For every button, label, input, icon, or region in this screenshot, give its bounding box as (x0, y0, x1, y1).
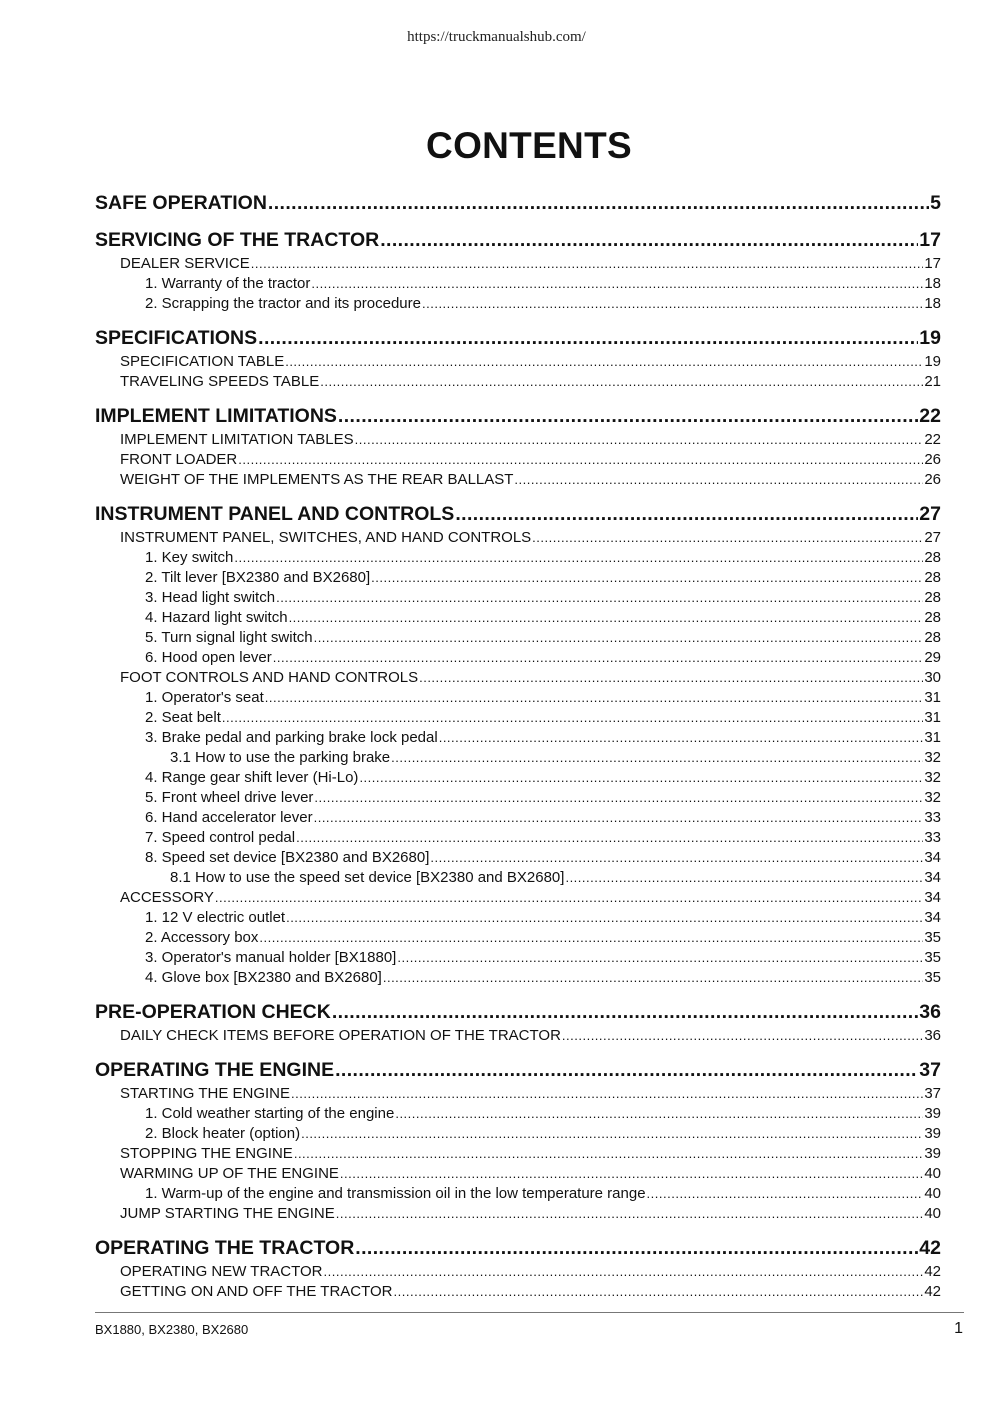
toc-entry-label: STARTING THE ENGINE (120, 1085, 291, 1102)
toc-page-number: 33 (924, 829, 941, 846)
toc-subentry[interactable] (95, 1084, 941, 1104)
toc-page-number: 35 (924, 949, 941, 966)
toc-page-number: 17 (919, 229, 941, 251)
toc-subentry[interactable] (95, 968, 941, 988)
toc-page-number: 34 (924, 869, 941, 886)
toc-page-number: 26 (924, 451, 941, 468)
dot-leader (335, 1057, 918, 1083)
dot-leader (273, 648, 924, 668)
dot-leader (532, 528, 923, 548)
toc-entry-label: 2. Accessory box (145, 929, 259, 946)
dot-leader (301, 1124, 923, 1144)
toc-page-number: 27 (924, 529, 941, 546)
toc-page-number: 27 (919, 503, 941, 525)
dot-leader (251, 254, 924, 274)
toc-chapter-entry[interactable] (95, 227, 941, 253)
dot-leader (324, 1262, 924, 1282)
toc-page-number: 29 (924, 649, 941, 666)
dot-leader (238, 450, 923, 470)
toc-chapter-entry[interactable] (95, 1057, 941, 1083)
toc-page-number: 31 (924, 709, 941, 726)
dot-leader (395, 1104, 923, 1124)
dot-leader (565, 868, 923, 888)
dot-leader (314, 628, 924, 648)
toc-page-number: 35 (924, 929, 941, 946)
toc-page-number: 40 (924, 1205, 941, 1222)
toc-subentry[interactable] (95, 908, 941, 928)
toc-page-number: 32 (924, 789, 941, 806)
toc-subentry[interactable] (95, 1124, 941, 1144)
toc-page-number: 21 (924, 373, 941, 390)
toc-entry-label: 3. Brake pedal and parking brake lock pedal (145, 729, 438, 746)
toc-entry-label: FOOT CONTROLS AND HAND CONTROLS (120, 669, 419, 686)
toc-entry-label: 8. Speed set device [BX2380 and BX2680] (145, 849, 430, 866)
toc-entry-label: 2. Tilt lever [BX2380 and BX2680] (145, 569, 371, 586)
toc-subentry[interactable] (95, 528, 941, 548)
dot-leader (314, 808, 924, 828)
toc-page-number: 32 (924, 769, 941, 786)
toc-entry-label: DEALER SERVICE (120, 255, 250, 272)
toc-entry-label: DAILY CHECK ITEMS BEFORE OPERATION OF THE TRACTOR (120, 1027, 561, 1044)
dot-leader (259, 928, 923, 948)
toc-subentry[interactable] (95, 688, 941, 708)
toc-subentry[interactable] (95, 430, 941, 450)
toc-subentry[interactable] (95, 928, 941, 948)
toc-chapter-entry[interactable] (95, 501, 941, 527)
toc-subentry[interactable] (95, 868, 941, 888)
toc-subentry[interactable] (95, 372, 941, 392)
dot-leader (296, 828, 923, 848)
toc-page-number: 40 (924, 1185, 941, 1202)
toc-subentry[interactable] (95, 608, 941, 628)
toc-section (95, 190, 941, 216)
toc-entry-label: SAFE OPERATION (95, 192, 267, 214)
toc-entry-label: IMPLEMENT LIMITATION TABLES (120, 431, 354, 448)
toc-page-number: 42 (924, 1263, 941, 1280)
toc-section (95, 403, 941, 490)
toc-chapter-entry[interactable] (95, 190, 941, 216)
toc-subentry[interactable] (95, 470, 941, 490)
toc-page-number: 18 (924, 295, 941, 312)
toc-section (95, 999, 941, 1046)
toc-subentry[interactable] (95, 352, 941, 372)
dot-leader (439, 728, 924, 748)
toc-page-number: 39 (924, 1105, 941, 1122)
toc-subentry[interactable] (95, 1164, 941, 1184)
toc-entry-label: INSTRUMENT PANEL AND CONTROLS (95, 503, 455, 525)
dot-leader (289, 608, 924, 628)
table-of-contents (95, 190, 941, 1313)
toc-entry-label: ACCESSORY (120, 889, 214, 906)
footer-divider (95, 1312, 964, 1313)
toc-subentry[interactable] (95, 1204, 941, 1224)
dot-leader (394, 1282, 924, 1302)
dot-leader (286, 908, 923, 928)
dot-leader (311, 274, 923, 294)
dot-leader (340, 1164, 923, 1184)
toc-entry-label: 1. Cold weather starting of the engine (145, 1105, 395, 1122)
toc-subentry[interactable] (95, 788, 941, 808)
toc-page-number: 28 (924, 569, 941, 586)
toc-subentry[interactable] (95, 1144, 941, 1164)
toc-section (95, 227, 941, 314)
toc-page-number: 22 (919, 405, 941, 427)
toc-page-number: 17 (924, 255, 941, 272)
toc-entry-label: 1. Operator's seat (145, 689, 264, 706)
toc-entry-label: OPERATING NEW TRACTOR (120, 1263, 323, 1280)
dot-leader (285, 352, 923, 372)
toc-page-number: 19 (919, 327, 941, 349)
toc-page-number: 28 (924, 629, 941, 646)
dot-leader (430, 848, 923, 868)
toc-page-number: 36 (924, 1027, 941, 1044)
toc-chapter-entry[interactable] (95, 1235, 941, 1261)
toc-section (95, 325, 941, 392)
toc-entry-label: 2. Scrapping the tractor and its procedure (145, 295, 421, 312)
toc-entry-label: FRONT LOADER (120, 451, 238, 468)
toc-subentry[interactable] (95, 1282, 941, 1302)
toc-entry-label: 3. Operator's manual holder [BX1880] (145, 949, 397, 966)
toc-page-number: 35 (924, 969, 941, 986)
toc-entry-label: STOPPING THE ENGINE (120, 1145, 293, 1162)
toc-entry-label: 4. Glove box [BX2380 and BX2680] (145, 969, 382, 986)
toc-section (95, 1057, 941, 1224)
toc-entry-label: OPERATING THE TRACTOR (95, 1237, 355, 1259)
dot-leader (268, 190, 929, 216)
dot-leader (332, 999, 918, 1025)
toc-entry-label: GETTING ON AND OFF THE TRACTOR (120, 1283, 393, 1300)
toc-page-number: 37 (919, 1059, 941, 1081)
toc-subentry[interactable] (95, 648, 941, 668)
toc-entry-label: 4. Hazard light switch (145, 609, 288, 626)
toc-page-number: 34 (924, 889, 941, 906)
toc-entry-label: JUMP STARTING THE ENGINE (120, 1205, 335, 1222)
toc-entry-label: 7. Speed control pedal (145, 829, 296, 846)
dot-leader (222, 708, 923, 728)
dot-leader (419, 668, 923, 688)
page-url: https://truckmanualshub.com/ (407, 29, 586, 45)
toc-page-number: 37 (924, 1085, 941, 1102)
toc-entry-label: 5. Front wheel drive lever (145, 789, 314, 806)
dot-leader (397, 948, 923, 968)
toc-section (95, 1235, 941, 1302)
toc-subentry[interactable] (95, 450, 941, 470)
dot-leader (359, 768, 923, 788)
toc-entry-label: 2. Seat belt (145, 709, 221, 726)
toc-entry-label: 1. 12 V electric outlet (145, 909, 286, 926)
toc-entry-label: WARMING UP OF THE ENGINE (120, 1165, 339, 1182)
toc-page-number: 28 (924, 589, 941, 606)
toc-subentry[interactable] (95, 728, 941, 748)
toc-page-number: 32 (924, 749, 941, 766)
dot-leader (391, 748, 923, 768)
toc-page-number: 28 (924, 549, 941, 566)
toc-page-number: 39 (924, 1125, 941, 1142)
toc-subentry[interactable] (95, 808, 941, 828)
dot-leader (234, 548, 923, 568)
dot-leader (258, 325, 918, 351)
page-title: CONTENTS (426, 125, 632, 166)
footer-page-number: 1 (954, 1320, 963, 1337)
dot-leader (562, 1026, 923, 1046)
toc-page-number: 40 (924, 1165, 941, 1182)
toc-subentry[interactable] (95, 568, 941, 588)
toc-subentry[interactable] (95, 1184, 941, 1204)
toc-entry-label: 3.1 How to use the parking brake (170, 749, 391, 766)
dot-leader (336, 1204, 924, 1224)
toc-entry-label: 1. Warm-up of the engine and transmission oil in the low temperature range (145, 1185, 646, 1202)
toc-page-number: 18 (924, 275, 941, 292)
dot-leader (355, 430, 924, 450)
toc-section (95, 501, 941, 988)
dot-leader (380, 227, 918, 253)
toc-entry-label: 8.1 How to use the speed set device [BX2380 and BX2680] (170, 869, 565, 886)
toc-entry-label: 4. Range gear shift lever (Hi-Lo) (145, 769, 359, 786)
toc-entry-label: 2. Block heater (option) (145, 1125, 301, 1142)
toc-page-number: 42 (924, 1283, 941, 1300)
toc-page-number: 39 (924, 1145, 941, 1162)
toc-subentry[interactable] (95, 668, 941, 688)
toc-entry-label: SPECIFICATION TABLE (120, 353, 285, 370)
toc-chapter-entry[interactable] (95, 403, 941, 429)
toc-subentry[interactable] (95, 748, 941, 768)
dot-leader (265, 688, 924, 708)
toc-subentry[interactable] (95, 1262, 941, 1282)
toc-page-number: 30 (924, 669, 941, 686)
dot-leader (371, 568, 923, 588)
dot-leader (455, 501, 918, 527)
toc-chapter-entry[interactable] (95, 325, 941, 351)
toc-page-number: 19 (924, 353, 941, 370)
toc-entry-label: 3. Head light switch (145, 589, 276, 606)
toc-subentry[interactable] (95, 274, 941, 294)
dot-leader (338, 403, 918, 429)
toc-entry-label: TRAVELING SPEEDS TABLE (120, 373, 320, 390)
toc-entry-label: SPECIFICATIONS (95, 327, 258, 349)
footer-models: BX1880, BX2380, BX2680 (95, 1322, 249, 1337)
toc-page-number: 28 (924, 609, 941, 626)
toc-entry-label: 1. Warranty of the tractor (145, 275, 311, 292)
toc-subentry[interactable] (95, 588, 941, 608)
toc-subentry[interactable] (95, 548, 941, 568)
toc-entry-label: 6. Hood open lever (145, 649, 272, 666)
toc-entry-label: 5. Turn signal light switch (145, 629, 313, 646)
dot-leader (276, 588, 923, 608)
toc-page-number: 33 (924, 809, 941, 826)
toc-subentry[interactable] (95, 948, 941, 968)
toc-entry-label: PRE-OPERATION CHECK (95, 1001, 331, 1023)
toc-page-number: 26 (924, 471, 941, 488)
dot-leader (291, 1084, 923, 1104)
toc-entry-label: INSTRUMENT PANEL, SWITCHES, AND HAND CONTROLS (120, 529, 532, 546)
toc-page-number: 5 (930, 192, 941, 214)
toc-subentry[interactable] (95, 1026, 941, 1046)
toc-page-number: 22 (924, 431, 941, 448)
toc-subentry[interactable] (95, 628, 941, 648)
toc-subentry[interactable] (95, 708, 941, 728)
toc-entry-label: IMPLEMENT LIMITATIONS (95, 405, 337, 427)
toc-subentry[interactable] (95, 848, 941, 868)
toc-subentry[interactable] (95, 294, 941, 314)
toc-page-number: 42 (919, 1237, 941, 1259)
toc-page-number: 34 (924, 849, 941, 866)
toc-entry-label: WEIGHT OF THE IMPLEMENTS AS THE REAR BALLAST (120, 471, 514, 488)
dot-leader (294, 1144, 923, 1164)
toc-page-number: 31 (924, 689, 941, 706)
dot-leader (647, 1184, 924, 1204)
toc-subentry[interactable] (95, 828, 941, 848)
toc-chapter-entry[interactable] (95, 999, 941, 1025)
toc-entry-label: OPERATING THE ENGINE (95, 1059, 335, 1081)
dot-leader (422, 294, 923, 314)
toc-entry-label: SERVICING OF THE TRACTOR (95, 229, 380, 251)
dot-leader (514, 470, 923, 490)
toc-entry-label: 1. Key switch (145, 549, 234, 566)
toc-page-number: 36 (919, 1001, 941, 1023)
dot-leader (314, 788, 923, 808)
dot-leader (355, 1235, 918, 1261)
dot-leader (383, 968, 923, 988)
toc-entry-label: 6. Hand accelerator lever (145, 809, 313, 826)
dot-leader (320, 372, 923, 392)
toc-subentry[interactable] (95, 888, 941, 908)
toc-page-number: 34 (924, 909, 941, 926)
toc-subentry[interactable] (95, 254, 941, 274)
toc-page-number: 31 (924, 729, 941, 746)
toc-subentry[interactable] (95, 1104, 941, 1124)
toc-subentry[interactable] (95, 768, 941, 788)
dot-leader (215, 888, 923, 908)
